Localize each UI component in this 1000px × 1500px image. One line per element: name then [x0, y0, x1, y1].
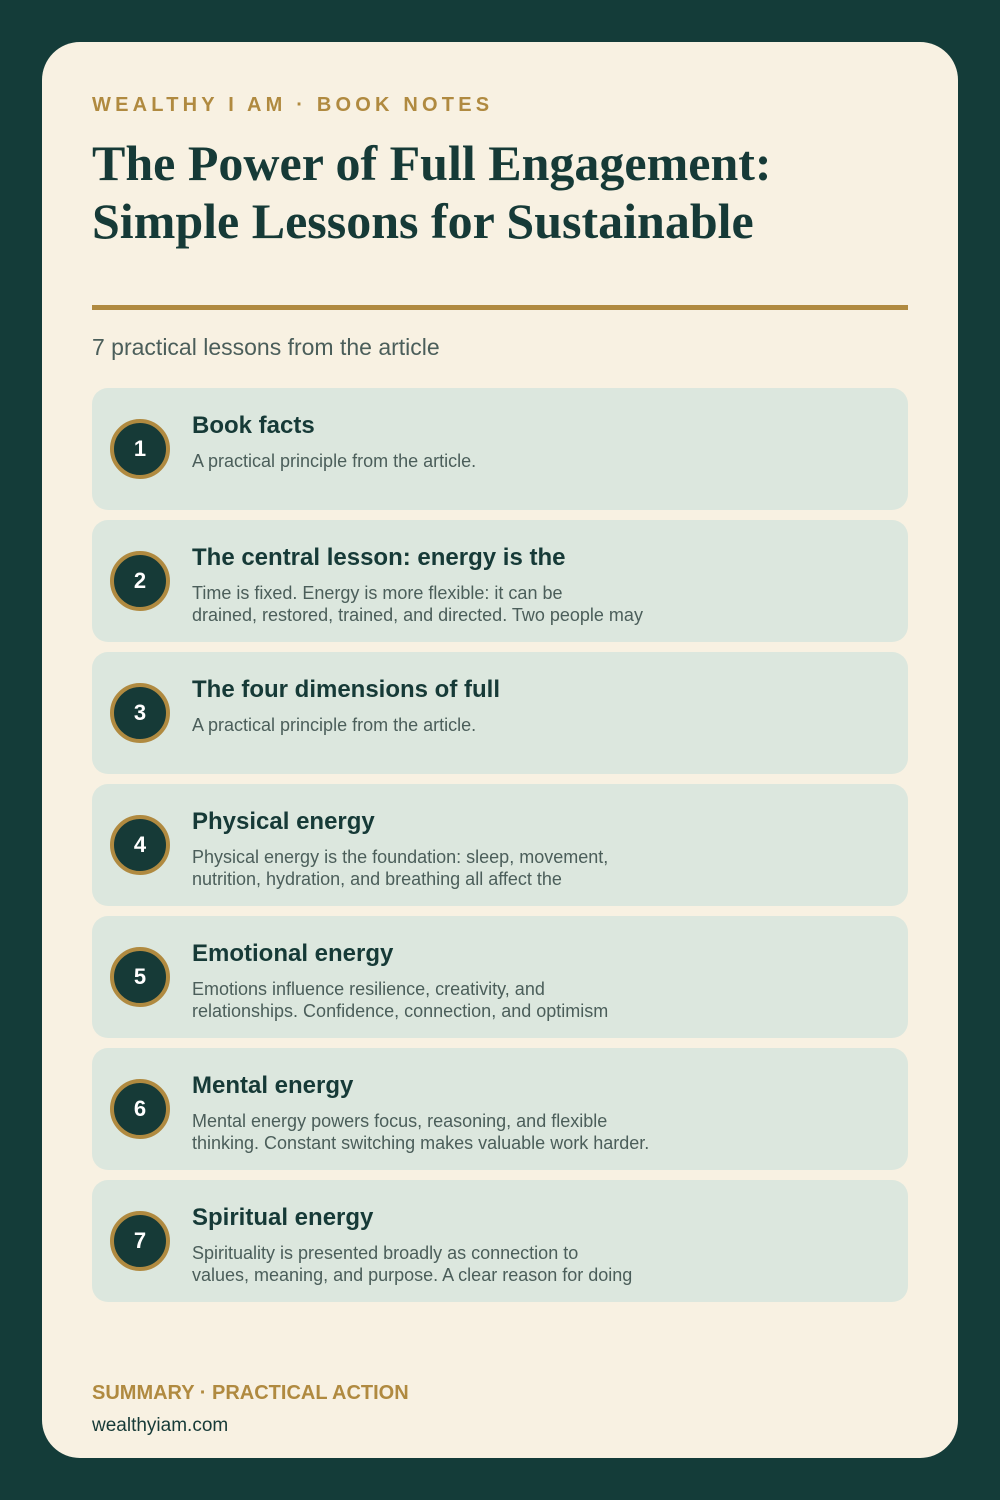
title-divider [92, 305, 908, 310]
lesson-card-4 [92, 784, 908, 906]
page-title-line-1: The Power of Full Engagement: [92, 135, 772, 191]
lesson-body-line: A practical principle from the article. [192, 451, 477, 471]
footer-summary-label: SUMMARY · PRACTICAL ACTION [92, 1382, 409, 1404]
lesson-card-6 [92, 1048, 908, 1170]
page-title [92, 134, 912, 250]
lesson-number-badge: 1 [110, 419, 170, 479]
lesson-card-3 [92, 652, 908, 774]
lessons-subtitle: 7 practical lessons from the article [92, 334, 440, 360]
lesson-title: Physical energy [192, 808, 375, 835]
lesson-number-badge: 6 [110, 1079, 170, 1139]
lesson-body-line: nutrition, hydration, and breathing all affect the [192, 869, 562, 889]
lesson-number-badge: 7 [110, 1211, 170, 1271]
lesson-card-7 [92, 1180, 908, 1302]
lesson-body [192, 450, 712, 472]
lesson-title: Mental energy [192, 1072, 354, 1099]
lesson-body-line: relationships. Confidence, connection, and optimism [192, 1001, 609, 1021]
lesson-body [192, 582, 712, 626]
lesson-body [192, 978, 712, 1022]
lesson-body-line: values, meaning, and purpose. A clear reason for doing [192, 1265, 633, 1285]
lesson-body [192, 846, 712, 890]
lesson-number-badge: 3 [110, 683, 170, 743]
lesson-body-line: Physical energy is the foundation: sleep, movement, [192, 847, 609, 867]
lesson-card-1 [92, 388, 908, 510]
lesson-body-line: Mental energy powers focus, reasoning, and flexible [192, 1111, 608, 1131]
lesson-body-line: thinking. Constant switching makes valuable work harder. [192, 1133, 650, 1153]
brand-kicker: WEALTHY I AM · BOOK NOTES [92, 94, 494, 116]
lesson-title: Emotional energy [192, 940, 394, 967]
lesson-body-line: drained, restored, trained, and directed. Two people may [192, 605, 643, 625]
lesson-body [192, 714, 712, 736]
lesson-title: Book facts [192, 412, 315, 439]
book-notes-card [42, 42, 958, 1458]
lesson-body-line: Spirituality is presented broadly as connection to [192, 1243, 579, 1263]
footer-site-url: wealthyiam.com [92, 1415, 229, 1436]
page-title-line-2: Simple Lessons for Sustainable [92, 193, 754, 249]
lesson-body-line: A practical principle from the article. [192, 715, 477, 735]
lesson-number-badge: 2 [110, 551, 170, 611]
lesson-number-badge: 5 [110, 947, 170, 1007]
lesson-body-line: Time is fixed. Energy is more flexible: it can be [192, 583, 563, 603]
lesson-number-badge: 4 [110, 815, 170, 875]
lesson-title: Spiritual energy [192, 1204, 374, 1231]
lesson-card-5 [92, 916, 908, 1038]
lesson-card-2 [92, 520, 908, 642]
lesson-title: The central lesson: energy is the [192, 544, 566, 571]
lesson-body-line: Emotions influence resilience, creativity, and [192, 979, 545, 999]
lesson-title: The four dimensions of full [192, 676, 500, 703]
lesson-body [192, 1110, 712, 1154]
lesson-body [192, 1242, 712, 1286]
